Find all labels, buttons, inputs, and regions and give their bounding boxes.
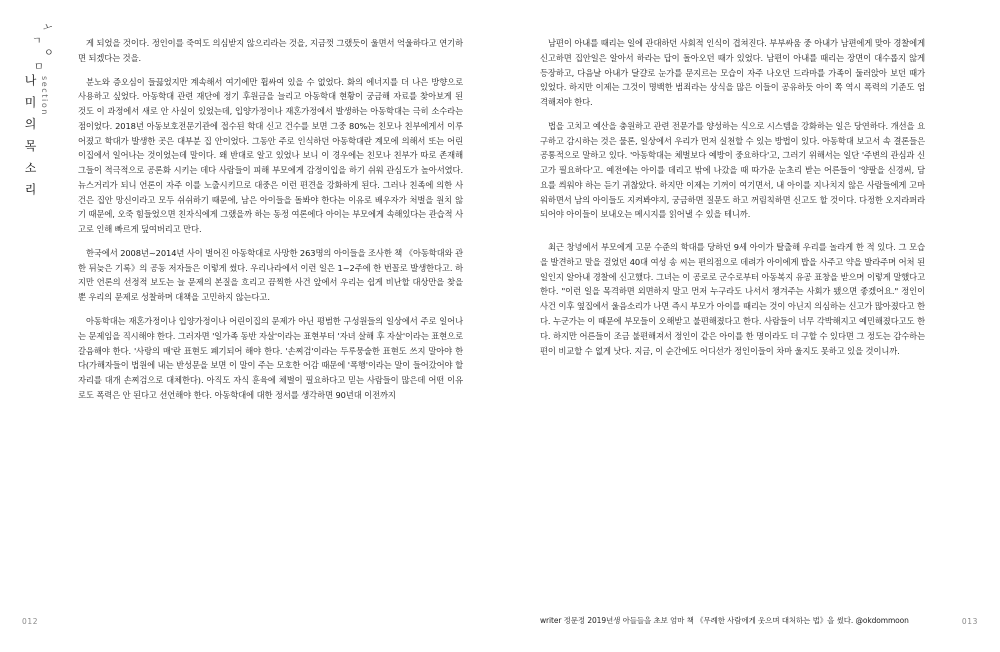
paragraph: 분노와 증오심이 들끓었지만 계속해서 여기에만 휩싸여 있을 수 없었다. 화의 에너지를 더 나은 방향으로 사용하고 싶었다. 아동학대 관련 재단에 정기 후원금을 늘리고 아동학대 현황이 궁금해 자료를 찾아보게 된 것도 이 과정에서 새로 안 사실이 있었는데, 입양가정이나 재혼가정에서 발생하는 아동학대는 극히 소수라는 점이었다. 2018년 아동보호전문기관에 접수된 학대 신고 건수를 보면 그중 80%는 친모나 친부에게서 이루어졌고 학대가 발생한 곳은 대부분 집 안이었다. 그동안 주로 인식하던 아동학대란 계모에 의해서 또는 어린이집에서 일어나는 것이었는데 말이다. 왜 반대로 알고 있었나 보니 이 경우에는 친모나 친부가 따로 존재해 그들이 적극적으로 공론화 시키는 데다 사람들이 피해 부모에게 감정이입을 하기 쉬워 관심도가 높아서였다. 뉴스거리가 되니 언론이 자주 이를 노출시키므로 대중은 이런 편견을 강화하게 된다. 그러나 친족에 의한 사건은 집안 망신이라고 모두 쉬쉬하기 때문에, 남은 아이들을 돌봐야 한다는 이유로 배우자가 처벌을 원치 않기 때문에, 오죽 힘들었으면 친자식에게 그랬을까 하는 동정 여론에다 아이는 부모에게 속해있다는 관습적 사고로 인해 빠르게 덮여버리고 만다.	[78, 76, 463, 235]
right-text-column	[540, 36, 925, 367]
section-title-vertical: 나 미 의 목 소 리	[23, 74, 37, 199]
page-number-left: 012	[22, 617, 39, 626]
section-label-vertical: section	[40, 76, 49, 117]
paragraph: 아동학대는 재혼가정이나 입양가정이나 어린이집의 문제가 아닌 평범한 구성원들의 일상에서 주로 일어나는 문제임을 직시해야 한다. 그러자면 '일가족 동반 자살'이라는 표현부터 '자녀 살해 후 자살'이라는 표현으로 갈음해야 한다. '사랑의 매'란 표현도 폐기되어 해야 한다. '손찌검'이라는 두루뭉술한 표현도 쓰지 말아야 한다(가해자들이 법원에 내는 반성문을 보면 이 말이 주는 모호한 어감 때문에 '폭행'이라는 말이 들어갔어야 할 자리를 대개 손찌검으로 대체한다). 아직도 자식 훈육에 체벌이 필요하다고 믿는 사람들이 많은데 어떤 이유로도 폭력은 안 된다고 선언해야 한다. 아동학대에 대한 정서를 생각하면 90년대 이전까지	[78, 316, 463, 400]
social-handle: @okdommoon	[855, 616, 909, 625]
paragraph: 최근 창녕에서 부모에게 고문 수준의 학대를 당하던 9세 아이가 탈출해 우리를 놀라게 한 적 있다. 그 모습을 발견하고 말을 걸었던 40대 여성 송 씨는 편의점으로 데려가 아이에게 밥을 사주고 약을 발라주며 어처 된 일인지 알아내 경찰에 신고했다. 그녀는 이 공로로 군수로부터 아동복지 유공 표창을 받으며 이렇게 말했다고 한다. "이런 일을 목격하면 외면하지 말고 먼저 누구라도 나서서 챙겨주는 사회가 됐으면 좋겠어요." 정인이 사건 이후 옆집에서 울음소리가 나면 즉시 부모가 아이를 때리는 것이 아닌지 의심하는 신고가 많아졌다고 한다. 누군가는 이 때문에 부모들이 오해받고 불편해졌다고 한다. 사람들이 너무 각박해지고 예민해졌다고도 한다. 하지만 어른들이 조금 불편해져서 정인이 같은 아이를 한 명이라도 더 구할 수 있다면 그 정도는 감수하는 편이 비교할 수 없게 낫다. 지금, 이 순간에도 어디선가 정인이들이 차마 울지도 못하고 있을 것이니까.	[540, 242, 925, 356]
page-number-right: 013	[961, 617, 978, 626]
paragraph: 한국에서 2008년~2014년 사이 벌어진 아동학대로 사망한 263명의 아이들을 조사한 책 《아동학대와 관한 뒤늦은 기록》의 공동 저자들은 이렇게 썼다. 우리나라에서 이런 일은 1~2주에 한 번꼴로 발생한다고. 하지만 언론의 선정적 보도는 늘 문제의 본질을 흐리고 끔찍한 사건 앞에서 우리는 쉽게 비난할 대상만을 찾을 뿐 우리의 문제로 성찰하며 대책을 고민하지 않는다고.	[78, 247, 463, 303]
spine-glyph-group	[28, 18, 62, 73]
spine-glyph: ㅗ	[41, 20, 55, 35]
spine-area	[14, 18, 60, 318]
spine-glyph: ㄱ	[32, 36, 43, 47]
paragraph: 법을 고치고 예산을 충원하고 관련 전문가를 양성하는 식으로 시스템을 강화하는 일은 당연하다. 개선을 요구하고 감시하는 것은 물론, 일상에서 우리가 먼저 실천할 수 있는 방법이 있다. 아동학대 보고서 속 결론들은 공통적으로 말하고 있다. '아동학대는 체벌보다 예방이 중요하다'고, 그러기 위해서는 일단 '주변의 관심과 신고가 필요하다'고. 예전에는 아이를 데리고 밖에 나갔을 때 따가운 눈초리 받는 어른들이 '양팔을 신경써, 담요를 씌워야 하는 듣기 귀찮았다. 하지만 이제는 기꺼이 여기면서, 내 아이를 지나치지 않은 사람들에게 고마워하면서 남의 아이들도 지켜봐야지, 궁금하면 질문도 하고 꺼림칙하면 신고도 할 것이다. 다정한 오지라퍼라 되어야 아이들이 보내오는 메시지를 읽어낼 수 있을 테니까.	[540, 120, 925, 220]
left-text-column	[78, 36, 463, 412]
footer-credit	[540, 615, 909, 626]
spine-glyph: ㅁ	[34, 62, 45, 73]
writer-credit-text: writer 정문정 2019년생 아들들을 초보 엄마 책 《무례한 사람에게 웃으며 대처하는 법》을 썼다.	[540, 616, 854, 625]
paragraph: 게 되었을 것이다. 정인이를 죽여도 의심받지 않으리라는 것을, 지금껏 그랬듯이 울면서 억울하다고 연기하면 되겠다는 것을.	[78, 38, 463, 63]
paragraph: 남편이 아내를 때리는 일에 관대하던 사회적 인식이 겹쳐진다. 부부싸움 중 아내가 남편에게 맞아 경찰에게 신고하면 집안일은 알아서 하라는 답이 돌아오던 때가 있었다. 남편이 아내를 때리는 장면이 대수롭지 않게 등장하고, 다음날 아내가 달걀로 눈가를 문지르는 모습이 자주 나오던 드라마를 가족이 둘러앉아 보던 때가 있었다. 하지만 이제는 그것이 명백한 범죄라는 상식을 많은 이들이 공유하듯 아이 쪽 역시 폭력의 기준도 엄격해져야 한다.	[540, 38, 925, 108]
spine-glyph: ㅇ	[44, 48, 55, 59]
